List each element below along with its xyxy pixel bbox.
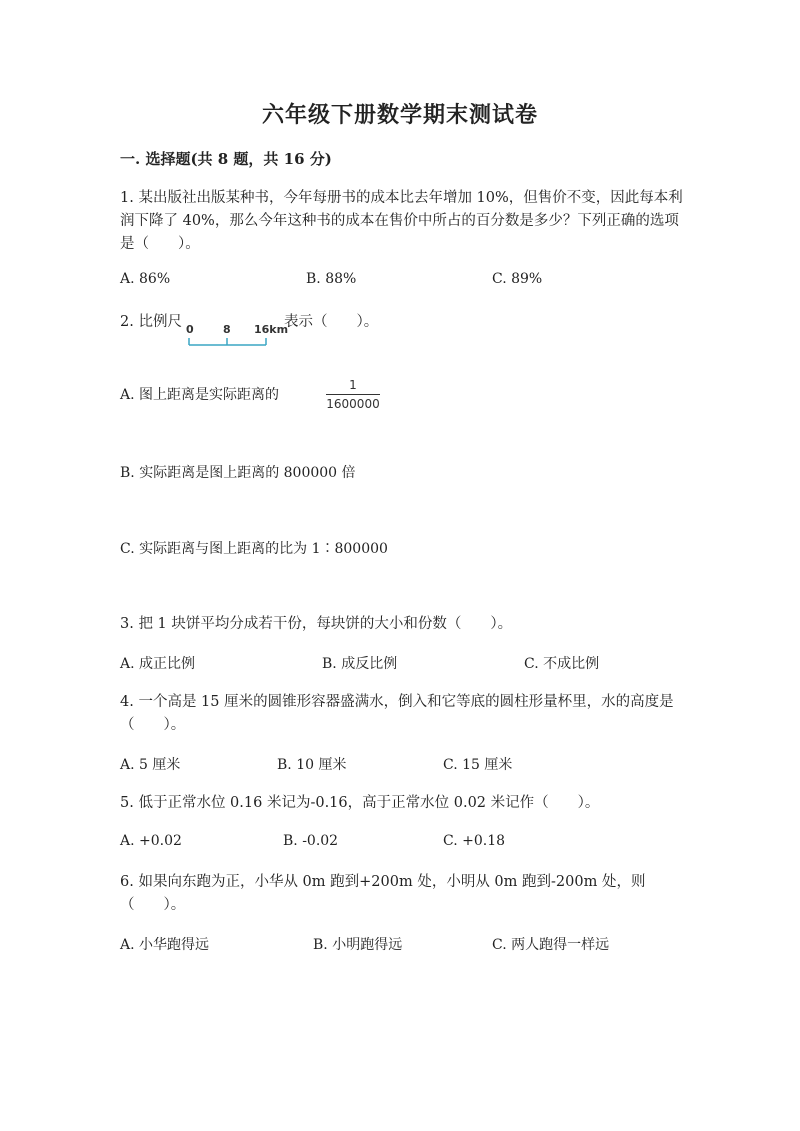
fraction-numerator: 1 bbox=[349, 378, 357, 392]
question-5-text: 5. 低于正常水位 0.16 米记为-0.16，高于正常水位 0.02 米记作（ ）。 bbox=[120, 795, 600, 811]
scale-label-16km: 16km bbox=[254, 323, 289, 336]
question-2-text-end: 表示（ ）。 bbox=[284, 314, 379, 330]
question-2-option-b: B. 实际距离是图上距离的 800000 倍 bbox=[120, 465, 356, 481]
scale-label-0: 0 bbox=[186, 323, 194, 336]
question-4-option-a: A. 5 厘米 bbox=[120, 757, 181, 773]
question-1-option-c: C. 89% bbox=[492, 271, 543, 287]
question-3-text: 3. 把 1 块饼平均分成若干份，每块饼的大小和份数（ ）。 bbox=[120, 616, 513, 632]
map-scale-figure bbox=[186, 323, 289, 349]
question-6-option-a: A. 小华跑得远 bbox=[120, 937, 210, 953]
question-4-text: 4. 一个高是 15 厘米的圆锥形容器盛满水，倒入和它等底的圆柱形量杯里，水的高度是（ ）。 bbox=[120, 694, 674, 733]
question-5-option-c: C. +0.18 bbox=[443, 833, 506, 849]
question-6-text: 6. 如果向东跑为正，小华从 0m 跑到+200m 处，小明从 0m 跑到-200m 处，则（ ）。 bbox=[120, 874, 646, 913]
question-1-option-b: B. 88% bbox=[306, 271, 357, 287]
question-6-option-b: B. 小明跑得远 bbox=[313, 937, 403, 953]
question-4-option-c: C. 15 厘米 bbox=[443, 757, 513, 773]
question-5-option-b: B. -0.02 bbox=[283, 833, 339, 849]
question-2-option-a: A. 图上距离是实际距离的 bbox=[120, 387, 280, 403]
page-title: 六年级下册数学期末测试卷 bbox=[261, 102, 538, 128]
question-3-option-b: B. 成反比例 bbox=[322, 656, 398, 672]
question-1-text: 1. 某出版社出版某种书，今年每册书的成本比去年增加 10%，但售价不变，因此每本利润下降了 40%，那么今年这种书的成本在售价中所占的百分数是多少？下列正确的选项是（ ）。 bbox=[120, 190, 683, 252]
question-3-option-a: A. 成正比例 bbox=[120, 656, 196, 672]
question-6-option-c: C. 两人跑得一样远 bbox=[492, 937, 610, 953]
fraction-denominator: 1600000 bbox=[326, 397, 380, 411]
scale-label-8: 8 bbox=[223, 323, 231, 336]
question-2-text-start: 2. 比例尺 bbox=[120, 314, 182, 330]
question-1-option-a: A. 86% bbox=[120, 271, 171, 287]
question-5-option-a: A. +0.02 bbox=[120, 833, 182, 849]
question-4-option-b: B. 10 厘米 bbox=[277, 757, 347, 773]
section-heading: 一. 选择题(共 8 题，共 16 分) bbox=[120, 150, 332, 168]
question-3-option-c: C. 不成比例 bbox=[524, 656, 600, 672]
fraction-bar bbox=[326, 394, 380, 395]
question-2-option-c: C. 实际距离与图上距离的比为 1∶800000 bbox=[120, 541, 388, 557]
option-a-fraction bbox=[326, 377, 380, 412]
scale-bar bbox=[186, 335, 286, 349]
